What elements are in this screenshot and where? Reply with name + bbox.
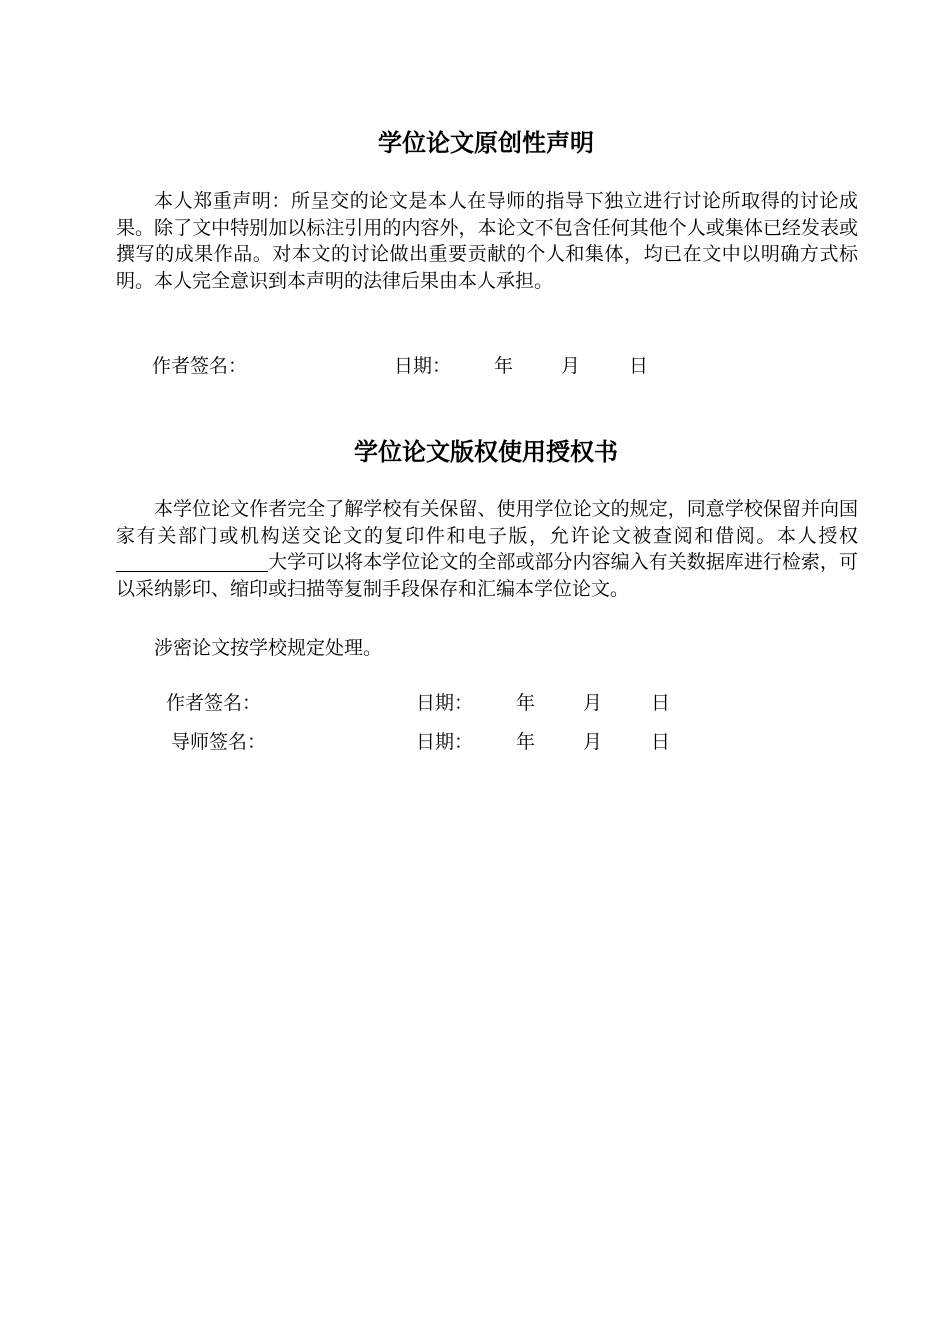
- year-label: 年: [516, 731, 536, 753]
- month-label: 月: [583, 692, 603, 714]
- date-label: 日期：: [416, 731, 474, 753]
- month-label: 月: [561, 355, 581, 377]
- date-label: 日期：: [416, 692, 474, 714]
- day-label: 日: [629, 355, 649, 377]
- year-label: 年: [516, 692, 536, 714]
- authorization-statement: [116, 496, 858, 602]
- date-label: 日期：: [394, 355, 452, 377]
- authorization-title: 学位论文版权使用授权书: [354, 438, 618, 466]
- advisor-signature-label: 导师签名：: [171, 731, 267, 753]
- originality-title: 学位论文原创性声明: [378, 129, 594, 157]
- authorization-statement-part1: 本学位论文作者完全了解学校有关保留、使用学位论文的规定，同意学校保留并向国家有关部门或机构送交论文的复印件和电子版，允许论文被查阅和借阅。本人授权: [116, 498, 858, 547]
- author-signature-label: 作者签名：: [152, 355, 248, 377]
- month-label: 月: [583, 731, 603, 753]
- university-name-blank[interactable]: [116, 551, 268, 572]
- day-label: 日: [651, 692, 671, 714]
- authorization-statement-part2: 大学可以将本学位论文的全部或部分内容编入有关数据库进行检索，可以采纳影印、缩印或扫描等复制手段保存和汇编本学位论文。: [116, 551, 858, 600]
- year-label: 年: [494, 355, 514, 377]
- secret-thesis-note: 涉密论文按学校规定处理。: [154, 637, 383, 659]
- day-label: 日: [651, 731, 671, 753]
- originality-statement: 本人郑重声明：所呈交的论文是本人在导师的指导下独立进行讨论所取得的讨论成果。除了文中特别加以标注引用的内容外，本论文不包含任何其他个人或集体已经发表或撰写的成果作品。对本文的讨论做出重要贡献的个人和集体，均已在文中以明确方式标明。本人完全意识到本声明的法律后果由本人承担。: [116, 190, 858, 292]
- author-signature-label: 作者签名：: [166, 692, 262, 714]
